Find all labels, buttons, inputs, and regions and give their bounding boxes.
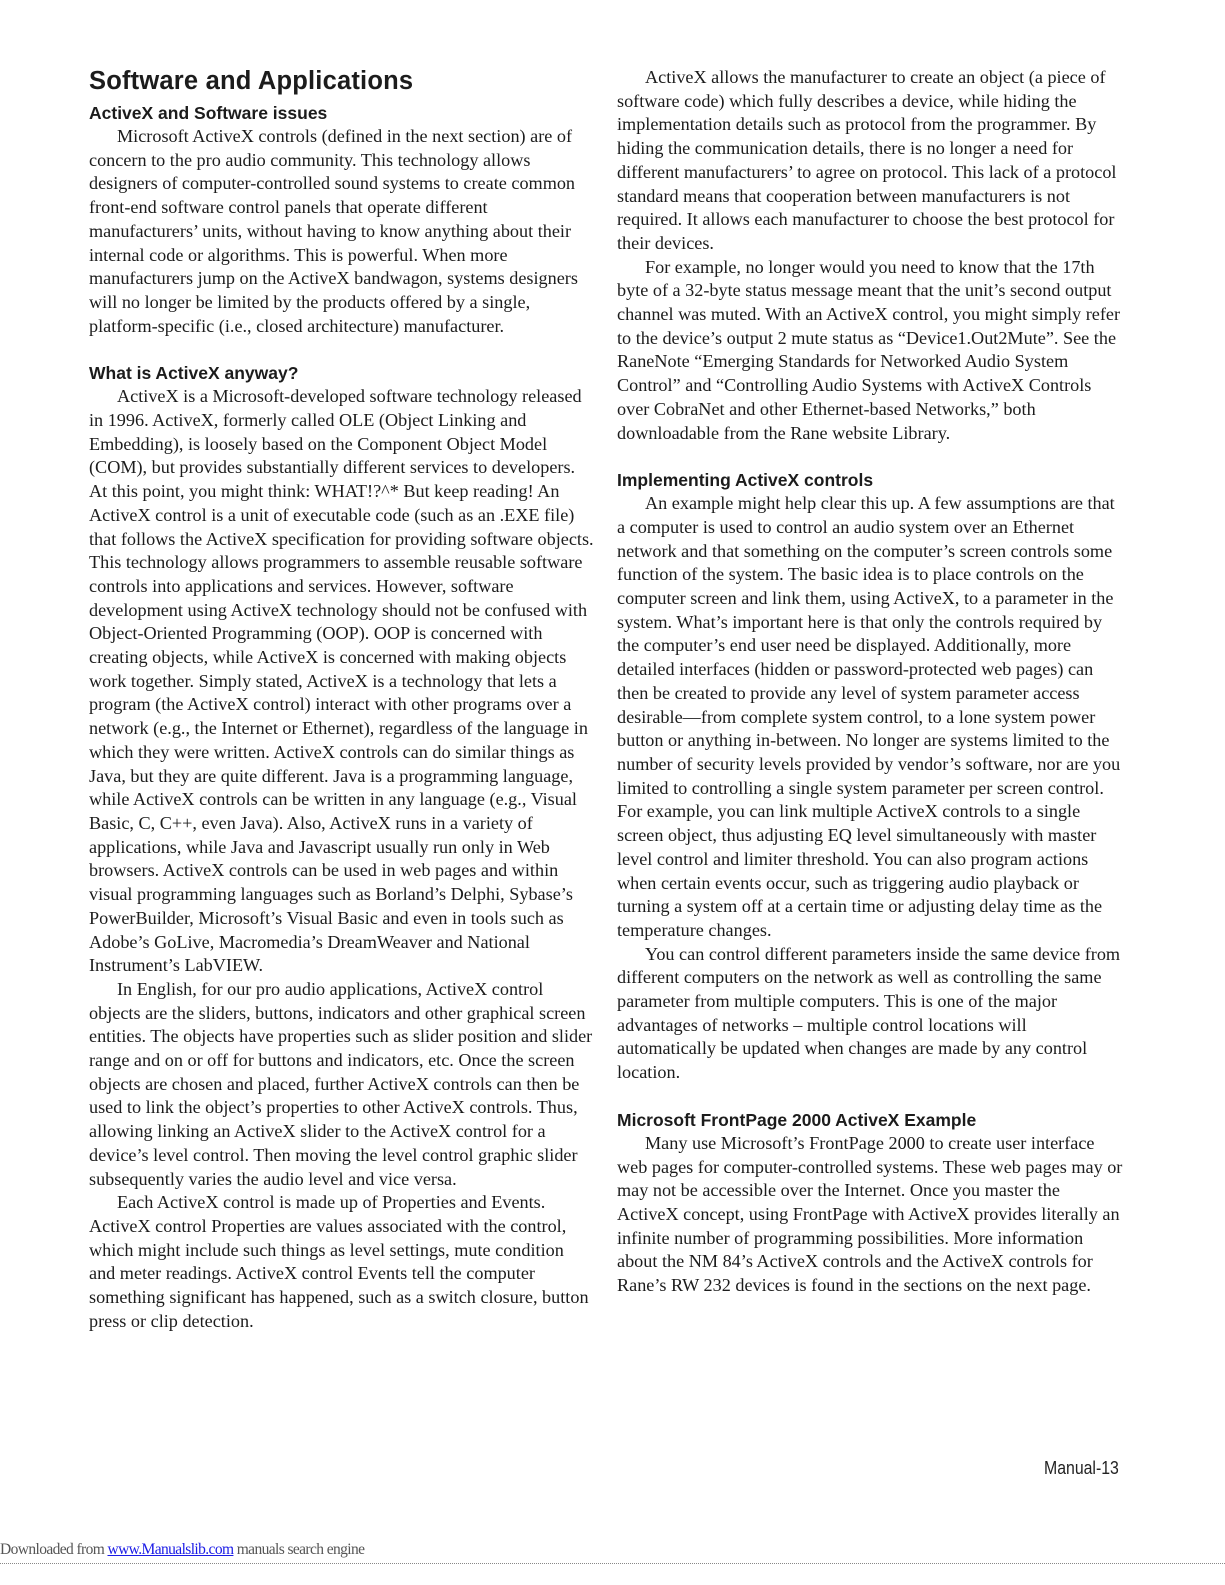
paragraph: In English, for our pro audio applications, ActiveX control objects are the sliders, buttons, indicators and other graphical screen entities. The objects have properties such as slider position and slider range and on or off for buttons and indicators, etc. Once the screen objects are chosen and placed, further ActiveX controls can then be used to link the object’s properties to other ActiveX controls. Thus, allowing linking an ActiveX slider to the ActiveX control for a device’s level control. Then moving the level control graphic slider subsequently varies the audio level and vice versa. [89,978,593,1189]
paragraph: For example, no longer would you need to know that the 17th byte of a 32-byte status message meant that the unit’s second output channel was muted. With an ActiveX control, you might simply refer to the device’s output 2 mute status as “Device1.Out2Mute”. See the RaneNote “Emerging Standards for Networked Audio System Control” and “Controlling Audio Systems with ActiveX Controls over CobraNet and other Ethernet-based Networks,” both downloadable from the Rane website Library. [617,256,1121,443]
page-number: Manual-13 [1044,1458,1119,1478]
section-heading-activex-software-issues: ActiveX and Software issues [89,103,328,123]
page-title: Software and Applications [89,67,414,95]
paragraph: Microsoft ActiveX controls (defined in the next section) are of concern to the pro audio community. This technology allows designers of computer-controlled sound systems to create common front-end software control panels that operate different manufacturers’ units, without having to know anything about their internal code or algorithms. This is powerful. When more manufacturers jump on the ActiveX bandwagon, systems designers will no longer be limited by the products offered by a single, platform-specific (i.e., closed architecture) manufacturer. [89,126,578,336]
section-heading-what-is-activex: What is ActiveX anyway? [89,363,299,384]
footer-divider [0,1563,1225,1564]
footer-prefix: Downloaded from [0,1541,108,1558]
right-column [617,66,1124,1298]
section-heading-frontpage-example: Microsoft FrontPage 2000 ActiveX Example [617,1109,977,1130]
paragraph: An example might help clear this up. A few assumptions are that a computer is used to control an audio system over an Ethernet network and that something on the computer’s screen controls some function of the system. The basic idea is to place controls on the computer screen and link them, using ActiveX, to a parameter in the system. What’s important here is that only the controls required by the computer’s end user need be displayed. Additionally, more detailed interfaces (hidden or password-protected web pages) can then be created to provide any level of system parameter access desirable—from complete system control, to a lone system power button or anything in-between. No longer are systems limited to the number of security levels provided by vendor’s software, nor are you limited to controlling a single system parameter per screen control. For example, you can link multiple ActiveX controls to a single screen object, thus adjusting EQ level simultaneously with master level control and limiter threshold. You can also program actions when certain events occur, such as triggering audio playback or turning a system off at a certain time or adjusting delay time as the temperature changes. [617,493,1121,940]
paragraph: ActiveX allows the manufacturer to create an object (a piece of software code) which fully describes a device, while hiding the implementation details such as protocol from the programmer. By hiding the communication details, there is no longer a need for different manufacturers’ to agree on protocol. This lack of a protocol standard means that cooperation between manufacturers is not required. It allows each manufacturer to choose the best protocol for their devices. [617,67,1117,253]
manualslib-link[interactable]: www.Manualslib.com [107,1541,234,1558]
paragraph: Each ActiveX control is made up of Properties and Events. ActiveX control Properties are values associated with the control, which might include such things as level settings, mute condition and meter readings. ActiveX control Events tell the computer something significant has happened, such as a switch closure, button press or clip detection. [89,1192,589,1331]
paragraph: Many use Microsoft’s FrontPage 2000 to create user interface web pages for computer-controlled systems. These web pages may or may not be accessible over the Internet. Once you master the ActiveX concept, using FrontPage with ActiveX provides literally an infinite number of programming possibilities. More information about the NM 84’s ActiveX controls and the ActiveX controls for Rane’s RW 232 devices is found in the sections on the next page. [617,1132,1123,1296]
download-footer [0,1541,364,1559]
footer-suffix: manuals search engine [233,1541,365,1558]
paragraph: ActiveX is a Microsoft-developed software technology released in 1996. ActiveX, formerly called OLE (Object Linking and Embedding), is loosely based on the Component Object Model (COM), but provides substantially different services to developers. At this point, you might think: WHAT!?^* But keep reading! An ActiveX control is a unit of executable code (such as an .EXE file) that follows the ActiveX specification for providing software objects. This technology allows programmers to assemble reusable software controls into applications and services. However, software development using ActiveX technology should not be confused with Object-Oriented Programming (OOP). OOP is concerned with creating objects, while ActiveX is concerned with making objects work together. Simply stated, ActiveX is a technology that lets a program (the ActiveX control) interact with other programs over a network (e.g., the Internet or Ethernet), regardless of the language in which they were written. ActiveX controls can do similar things as Java, but they are quite different. Java is a programming language, while ActiveX controls can be written in any language (e.g., Visual Basic, C, C++, even Java). Also, ActiveX runs in a variety of applications, while Java and Javascript usually run only in Web browsers. ActiveX controls can be used in web pages and within visual programming languages such as Borland’s Delphi, Sybase’s PowerBuilder, Microsoft’s Visual Basic and even in tools such as Adobe’s GoLive, Macromedia’s DreamWeaver and National Instrument’s LabVIEW. [89,386,594,976]
left-column [89,66,594,1333]
section-heading-implementing-activex: Implementing ActiveX controls [617,470,874,491]
paragraph: You can control different parameters inside the same device from different computers on the network as well as controlling the same parameter from multiple computers. This is one of the major advantages of networks – multiple control locations will automatically be updated when changes are made by any control location. [617,943,1121,1083]
